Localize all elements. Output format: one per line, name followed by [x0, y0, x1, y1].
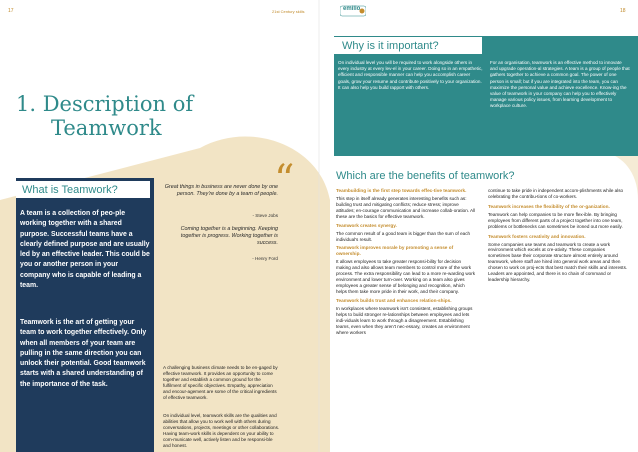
why-column-1: On individual level you will be required to work alongside others in every industry at every lev-el in your career. Doing so in an empathetic, efficient and responsible manner can help you accomplish career goals, grow your resume and contribute positively to your organization. It can also help you build rapport with others. [338, 60, 483, 90]
benefits-column-2 [488, 188, 628, 283]
benefit-6-text: Some companies use teams and teamwork to create a work environment which excels at cre-ativity. These companies sometimes base their corporate structure almost entirely around teamwork, where staff are hired into general work areas and then chosen to work on proj-ects that best match their skills and interests. Leaders are appointed, and there is no chain of command or leadership hierarchy. [488, 241, 628, 282]
quote-2-author: - Henry Ford [252, 256, 278, 261]
chapter-title [16, 92, 193, 140]
benefit-2-title: Teamwork creates synergy. [336, 222, 397, 228]
quote-mark-icon: “ [274, 157, 295, 203]
why-heading: Why is it important? [342, 40, 439, 52]
benefit-4-text: In workplaces where teamwork isn't consistent, establishing groups helps to build stronger re-lationships between employees and lets indi-viduals learn to work through a disagreement. Establishing teams, even when they aren't nec-essary, creates an environment where workers [336, 305, 473, 335]
benefit-6-title: Teamwork fosters creativity and innovation. [488, 233, 586, 239]
logo-text: emilio [343, 6, 361, 12]
what-heading-strip [16, 181, 150, 198]
benefit-1-title: Teambuilding is the first step towards effec-tive teamwork. [336, 188, 467, 193]
benefit-5-title: Teamwork increases the flexibility of the or-ganization. [488, 203, 610, 209]
quote-2: Coming together is a beginning. Keeping together is progress. Working together is success. [180, 226, 278, 247]
page-number-left: 17 [8, 8, 14, 14]
chapter-title-line2: Teamwork [51, 116, 162, 140]
benefits-column-1 [336, 188, 476, 335]
emilio-logo [340, 4, 366, 16]
what-paragraph-2: Teamwork is the art of getting your team to work together effectively. Only when all members of your team are pulling in the same direction you can unlock their potential. Good teamwork starts with a shared understanding of the importance of the task. [20, 319, 147, 388]
benefit-5-text: Teamwork can help companies to be more flex-ible. By bringing employees from different parts of a project together into one team, problems or bottlenecks can sometimes be ironed out more easily. [488, 211, 623, 229]
benefit-4-text-continued: continue to take pride in independent accom-plishments while also celebrating the contribu-tions of co-workers. [488, 188, 624, 199]
quote-1: Great things in business are never done by one person. They're done by a team of people. [164, 184, 278, 198]
what-heading: What is Teamwork? [22, 184, 118, 196]
body-paragraph-1: A challenging business climate needs to be en-gaged by effective teamwork. It provides an opportunity to come together and establish a common ground for the fulfilment of specific objectives. Empathy, appreciation and encour-agement are some of the critical ingredients of effective teamwork. [163, 365, 278, 400]
benefit-2-text: The common result of a good team is bigger than the sum of each individual's result. [336, 230, 471, 242]
page-number-right: 18 [620, 8, 626, 14]
benefit-1-text: This step in itself already generates interesting benefits such as: building trust and mitigating conflicts; reduce stress; improve attitudes; en-courage communication and increase collab-oration. All these are the basics for effective teamwork. [336, 196, 476, 219]
chapter-title-line1: 1. Description of [16, 92, 194, 116]
benefit-4-title: Teamwork builds trust and enhances relation-ships. [336, 297, 452, 303]
benefits-heading: Which are the benefits of teamwork? [336, 170, 515, 182]
why-heading-strip [334, 37, 482, 54]
benefit-3-text: It allows employees to take greater responsi-bility for decision making and also allows team members to control more of the work process. The extra responsibility can lead to a more re-warding work environment and lower turn-over. Working on a team also gives employees a greater sense of belonging and recognition, which helps them take more pride in their work, and their company. [336, 259, 476, 294]
body-paragraph-2: On individual level, teamwork skills are the qualities and abilities that allow you to work well with others during conversations, projects, meetings or other collaborations. Having team-work skills is dependent on your ability to com-municate well, actively listen and be responsi-ble and honest. [163, 413, 280, 448]
benefit-3-title: Teamwork improves morale by promoting a sense of ownership. [336, 245, 454, 257]
why-column-2: For an organisation, teamwork is an effective method to innovate and upgrade operation-al strategies. A team is a group of people that gathers together to achieve a common goal. The power of one person is small; but if you are integrated into the team, you can maximize the personal value and achieve excellence. Know-ing the value of teamwork in your company can help you to effectively manage various policy issues, from learning development to workplace culture. [490, 60, 630, 109]
what-paragraph-1: A team is a collection of peo-ple working together with a shared purpose. Successful teams have a clearly defined purpose and are usually led by an effective leader. This could be you or another person in your company who is capable of leading a team. [20, 210, 150, 290]
running-header: 21st Century skills [272, 9, 305, 14]
quote-1-author: - Steve Jobs [252, 213, 278, 218]
